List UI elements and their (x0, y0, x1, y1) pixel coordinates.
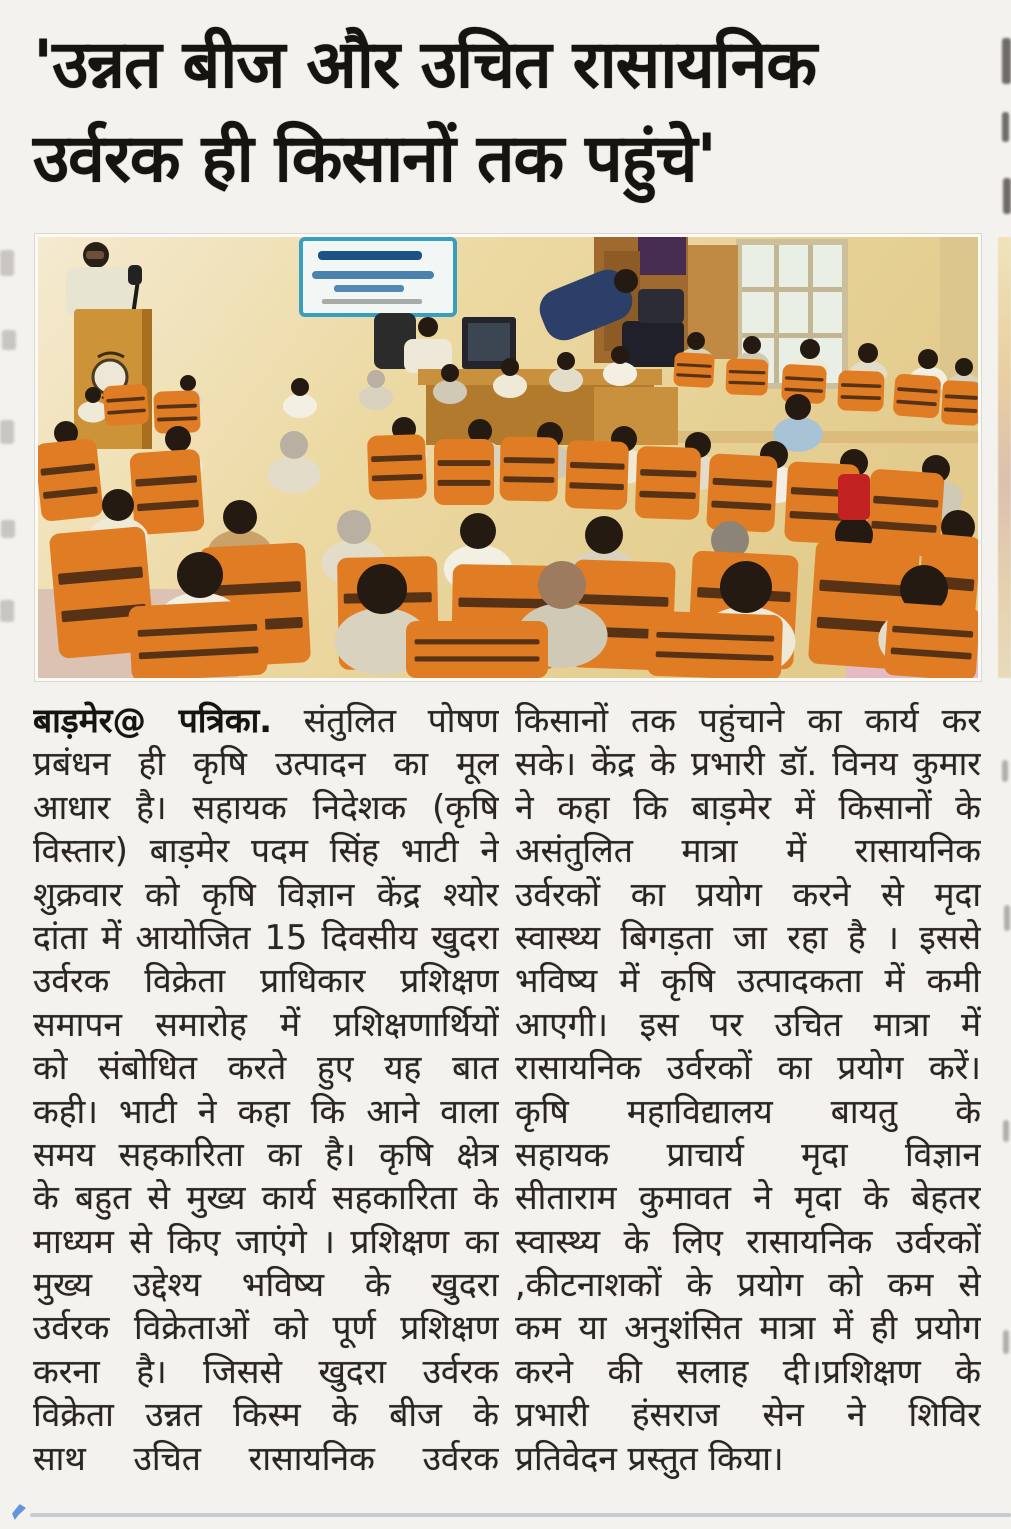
scan-artifact (0, 420, 14, 444)
article-line: को संबोधित करते हुए यह बात (33, 1048, 499, 1088)
scan-artifact (1003, 1330, 1009, 1354)
article-line: किसानों तक पहुंचाने का कार्य कर (515, 701, 981, 740)
article-line: विस्तार) बाड़मेर पदम सिंह भाटी ने (33, 831, 499, 871)
headline-line-1: 'उन्नत बीज और उचित रासायनिक (33, 26, 817, 103)
article-line: कही। भाटी ने कहा कि आने वाला (33, 1091, 499, 1131)
article-line: ,कीटनाशकों के प्रयोग को कम से (515, 1265, 981, 1305)
scan-artifact (1, 520, 15, 538)
headline (33, 18, 978, 206)
article-line: उर्वरक विक्रेताओं को पूर्ण प्रशिक्षण (33, 1308, 499, 1348)
scan-artifact (2, 330, 16, 350)
article-line: कम या अनुशंसित मात्रा में ही प्रयोग (515, 1308, 981, 1348)
meeting-photo-graphic (38, 237, 978, 678)
scan-artifact (998, 237, 1011, 678)
article-line: प्रभारी हंसराज सेन ने शिविर (515, 1395, 981, 1435)
scan-artifact (1002, 38, 1011, 84)
article-line: बाड़मेर@ पत्रिका. संतुलित पोषण (33, 701, 499, 740)
article-line: सहायक प्राचार्य मृदा विज्ञान (515, 1134, 981, 1174)
article-line: आधार है। सहायक निदेशक (कृषि (33, 787, 499, 827)
article-column-right (515, 699, 981, 1480)
article-line: सके। केंद्र के प्रभारी डॉ. विनय कुमार (515, 744, 981, 784)
article-line: समापन समारोह में प्रशिक्षणार्थियों (33, 1004, 499, 1044)
article-line: शुक्रवार को कृषि विज्ञान केंद्र श्योर (33, 874, 499, 914)
article-line: दांता में आयोजित 15 दिवसीय खुदरा (33, 917, 499, 957)
scan-artifact (1002, 760, 1008, 782)
article-columns (33, 699, 981, 1480)
meeting-photo (38, 237, 978, 678)
article-line: करना है। जिससे खुदरा उर्वरक (33, 1351, 499, 1391)
scan-artifact (1003, 178, 1011, 214)
article-line: माध्यम से किए जाएंगे । प्रशिक्षण का (33, 1221, 499, 1261)
article-line: उर्वरकों का प्रयोग करने से मृदा (515, 874, 981, 914)
article-line: असंतुलित मात्रा में रासायनिक (515, 831, 981, 871)
dateline: बाड़मेर@ पत्रिका. (33, 701, 273, 740)
article-line: करने की सलाह दी।प्रशिक्षण के (515, 1351, 981, 1391)
article-line: कृषि महाविद्यालय बायतु के (515, 1091, 981, 1131)
article-line: साथ उचित रासायनिक उर्वरक (33, 1438, 499, 1478)
article-line: भविष्य में कृषि उत्पादकता में कमी (515, 961, 981, 1001)
scan-artifact (1003, 1120, 1009, 1142)
article-line: मुख्य उद्देश्य भविष्य के खुदरा (33, 1265, 499, 1305)
article-line: के बहुत से मुख्य कार्य सहकारिता के (33, 1178, 499, 1218)
article-line: रासायनिक उर्वरकों का प्रयोग करें। (515, 1048, 981, 1088)
article-line: स्वास्थ्य बिगड़ता जा रहा है । इससे (515, 917, 981, 957)
scan-artifact (1004, 905, 1010, 931)
article-line: आएगी। इस पर उचित मात्रा में (515, 1004, 981, 1044)
article-line: विक्रेता उन्नत किस्म के बीज के (33, 1395, 499, 1435)
article-line: प्रबंधन ही कृषि उत्पादन का मूल (33, 744, 499, 784)
scan-artifact (1002, 112, 1009, 142)
article-column-left (33, 699, 499, 1480)
article-line: प्रतिवेदन प्रस्तुत किया। (515, 1438, 784, 1478)
article-line: उर्वरक विक्रेता प्राधिकार प्रशिक्षण (33, 961, 499, 1001)
headline-line-2: उर्वरक ही किसानों तक पहुंचे' (33, 120, 716, 197)
scan-artifact (0, 250, 14, 276)
article-line: ने कहा कि बाड़मेर में किसानों के (515, 787, 981, 827)
article-line: सीताराम कुमावत ने मृदा के बेहतर (515, 1178, 981, 1218)
banner (301, 239, 455, 315)
scan-artifact (0, 600, 14, 622)
article-line: समय सहकारिता का है। कृषि क्षेत्र (33, 1134, 499, 1174)
blue-pen-mark (12, 1504, 26, 1520)
bottom-rule (30, 1513, 1011, 1517)
article-line: स्वास्थ्य के लिए रासायनिक उर्वरकों (515, 1221, 981, 1261)
